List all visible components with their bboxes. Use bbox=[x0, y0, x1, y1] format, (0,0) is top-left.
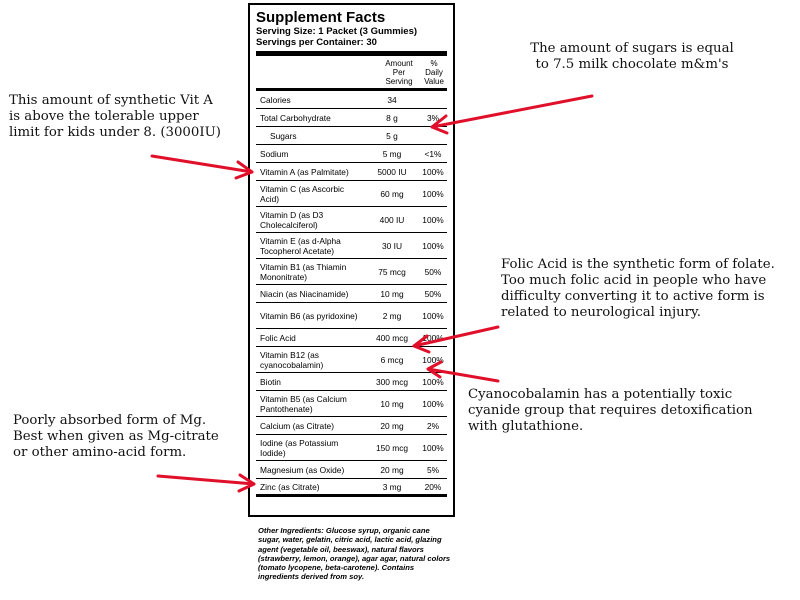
nutrient-name: Magnesium (as Oxide) bbox=[260, 464, 345, 475]
nutrient-amount: 8 g bbox=[386, 112, 398, 123]
nutrient-amount: 3 mg bbox=[382, 481, 402, 492]
nutrient-daily-value: 100% bbox=[422, 188, 444, 199]
nutrient-daily-value: 50% bbox=[424, 288, 442, 299]
nutrient-amount: 20 mg bbox=[380, 464, 404, 475]
b12-annotation: Cyanocobalamin has a potentially toxic cyanide group that requires detoxification with glutathione. bbox=[468, 387, 753, 434]
nutrient-name: Vitamin B5 (as Calcium Pantothenate) bbox=[260, 393, 347, 414]
nutrient-amount: 400 mcg bbox=[375, 332, 409, 343]
nutrient-amount: 400 IU bbox=[379, 214, 405, 225]
daily-value-column-header: % Daily Value bbox=[424, 59, 444, 86]
nutrient-amount: 34 bbox=[387, 94, 397, 105]
nutrient-amount: 10 mg bbox=[380, 288, 404, 299]
nutrient-amount: 5000 IU bbox=[377, 166, 407, 177]
nutrient-name: Niacin (as Niacinamide) bbox=[260, 288, 349, 299]
other-ingredients: Other Ingredients: Glucose syrup, organic cane sugar, water, gelatin, citric acid, lactic acid, glazing agent (vegetable oil, beeswax), natural flavors (strawberry, lemon, orange), agar agar, natural colors (tomato lycopene, beta-carotene). Contains ingredients derived from soy. bbox=[258, 526, 451, 582]
nutrient-daily-value: 100% bbox=[422, 214, 444, 225]
vitamin-a-arrow bbox=[152, 156, 252, 178]
nutrient-name: Vitamin B12 (as cyanocobalamin) bbox=[260, 349, 324, 370]
nutrient-name: Sodium bbox=[260, 148, 289, 159]
nutrient-daily-value: 50% bbox=[424, 266, 442, 277]
magnesium-annotation: Poorly absorbed form of Mg. Best when given as Mg-citrate or other amino-acid form. bbox=[13, 413, 219, 460]
b12-arrow bbox=[428, 362, 498, 381]
nutrient-amount: 60 mg bbox=[380, 188, 404, 199]
nutrient-amount: 75 mcg bbox=[378, 266, 406, 277]
nutrient-name: Zinc (as Citrate) bbox=[260, 481, 320, 492]
nutrient-amount: 5 g bbox=[386, 130, 398, 141]
nutrient-amount: 6 mcg bbox=[380, 354, 404, 365]
serving-size: Serving Size: 1 Packet (3 Gummies) bbox=[256, 26, 418, 37]
nutrient-name: Biotin bbox=[260, 376, 281, 387]
nutrient-daily-value: 20% bbox=[424, 481, 442, 492]
folic-acid-annotation: Folic Acid is the synthetic form of folate. Too much folic acid in people who have difficulty converting it to active form is related to neurological injury. bbox=[501, 257, 775, 320]
nutrient-name: Calcium (as Citrate) bbox=[260, 420, 334, 431]
nutrient-name: Sugars bbox=[270, 130, 297, 141]
nutrient-name: Iodine (as Potassium Iodide) bbox=[260, 437, 339, 458]
nutrient-amount: 300 mcg bbox=[375, 376, 409, 387]
nutrient-amount: 10 mg bbox=[380, 398, 404, 409]
nutrient-amount: 20 mg bbox=[380, 420, 404, 431]
amount-column-header: Amount Per Serving bbox=[385, 59, 413, 86]
nutrient-name: Total Carbohydrate bbox=[260, 112, 331, 123]
nutrient-name: Vitamin A (as Palmitate) bbox=[260, 166, 349, 177]
sugar-annotation: The amount of sugars is equal to 7.5 milk chocolate m&m's bbox=[530, 41, 734, 72]
nutrient-name: Vitamin D (as D3 Cholecalciferol) bbox=[260, 209, 324, 230]
magnesium-arrow bbox=[158, 475, 254, 491]
nutrient-name: Folic Acid bbox=[260, 332, 296, 343]
folic-acid-arrow bbox=[414, 327, 498, 352]
nutrient-amount: 2 mg bbox=[382, 310, 402, 321]
nutrient-amount: 150 mcg bbox=[375, 442, 409, 453]
nutrient-daily-value: 100% bbox=[422, 354, 444, 365]
nutrient-daily-value: 100% bbox=[422, 166, 444, 177]
nutrient-daily-value: 100% bbox=[422, 376, 444, 387]
nutrient-name: Vitamin C (as Ascorbic Acid) bbox=[260, 183, 345, 204]
nutrient-daily-value: 100% bbox=[422, 398, 444, 409]
nutrient-daily-value: 100% bbox=[422, 240, 444, 251]
nutrient-daily-value: 100% bbox=[422, 332, 444, 343]
nutrient-name: Vitamin E (as d-Alpha Tocopherol Acetate) bbox=[260, 235, 341, 256]
servings-per-container: Servings per Container: 30 bbox=[256, 37, 377, 48]
nutrient-daily-value: 2% bbox=[426, 420, 440, 431]
nutrient-name: Calories bbox=[260, 94, 291, 105]
nutrient-daily-value: 100% bbox=[422, 310, 444, 321]
nutrient-name: Vitamin B6 (as pyridoxine) bbox=[260, 310, 358, 321]
panel-title: Supplement Facts bbox=[256, 9, 386, 26]
nutrient-daily-value: 5% bbox=[426, 464, 440, 475]
nutrient-daily-value: 3% bbox=[426, 112, 440, 123]
nutrient-amount: 30 IU bbox=[381, 240, 403, 251]
nutrient-daily-value: 100% bbox=[422, 442, 444, 453]
nutrient-amount: 5 mg bbox=[382, 148, 402, 159]
nutrient-daily-value: <1% bbox=[424, 148, 442, 159]
nutrient-name: Vitamin B1 (as Thiamin Mononitrate) bbox=[260, 261, 347, 282]
vitamin-a-annotation: This amount of synthetic Vit A is above the tolerable upper limit for kids under 8. (3000IU) bbox=[9, 93, 221, 140]
sugar-arrow bbox=[432, 96, 592, 133]
